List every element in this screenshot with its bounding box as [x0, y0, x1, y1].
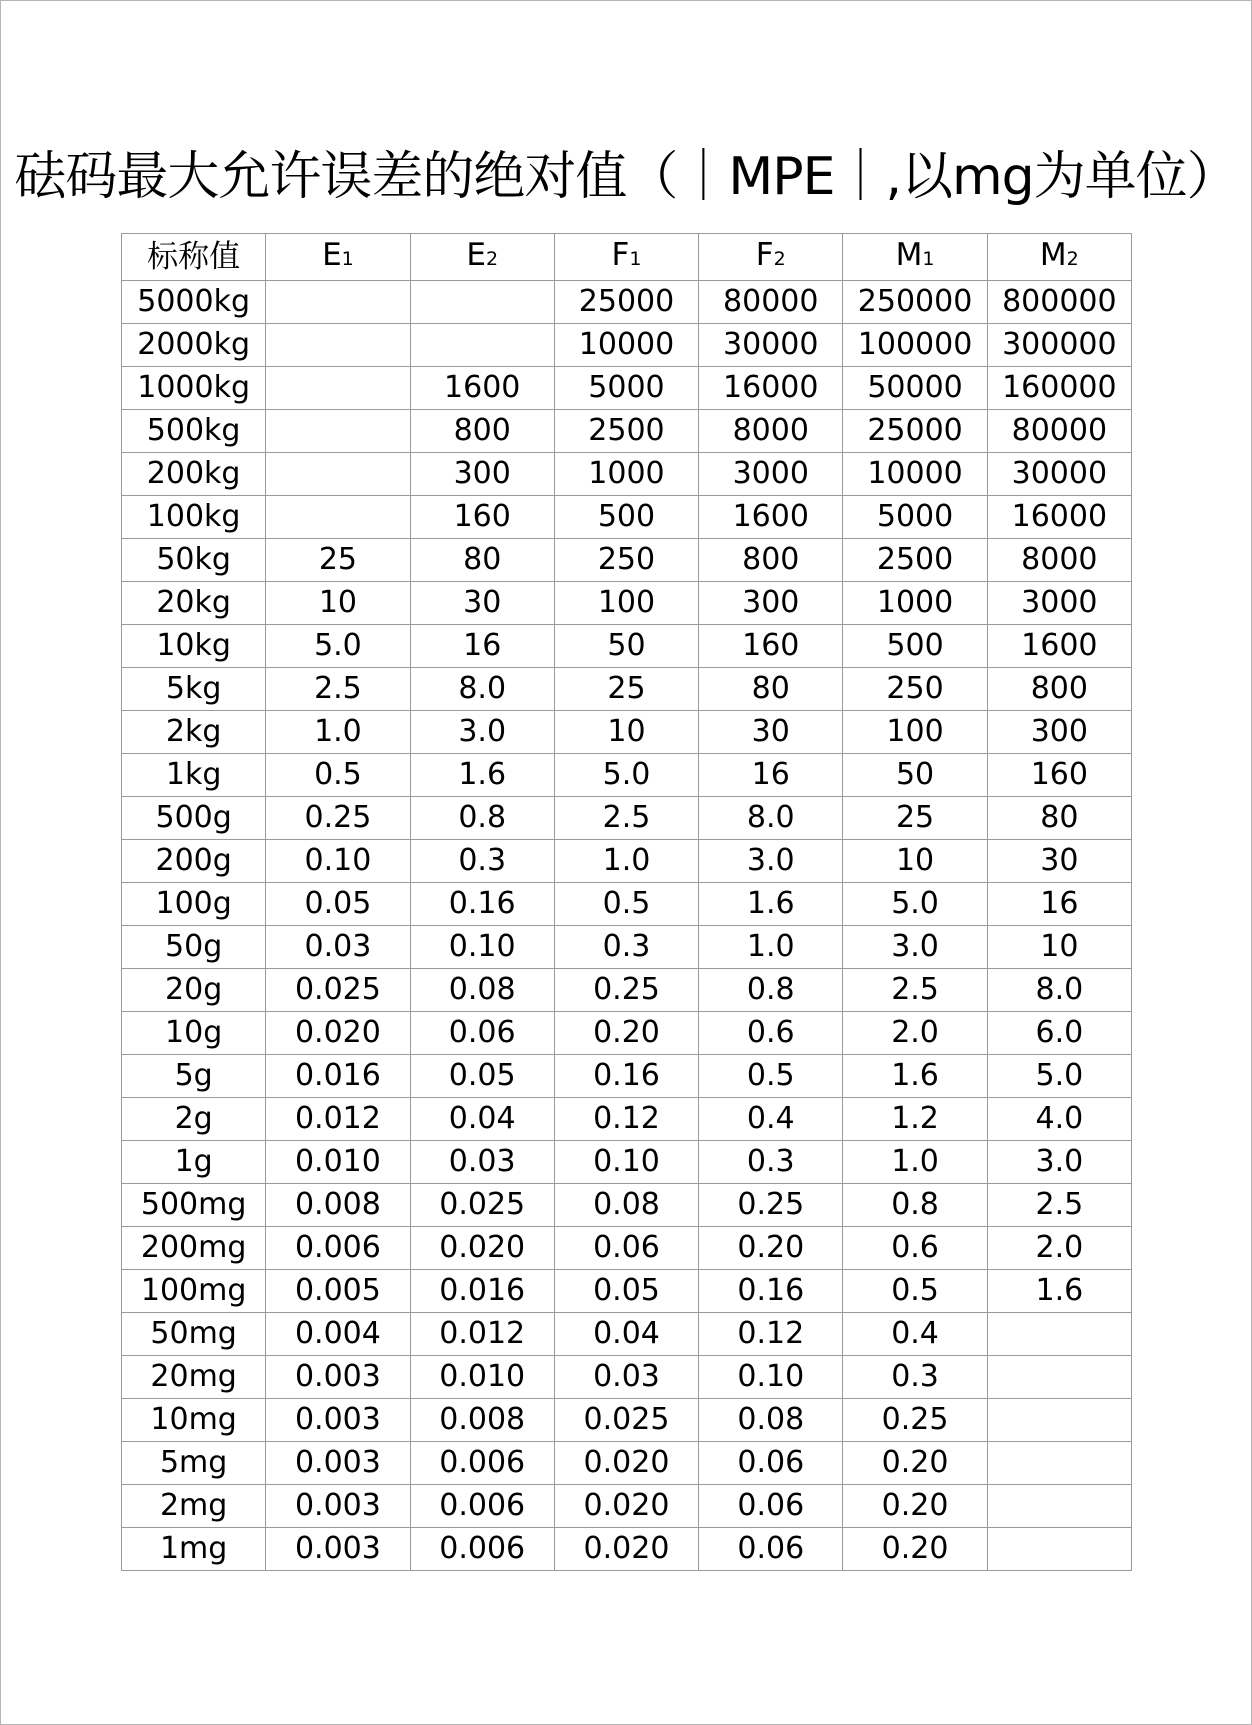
mpe-value-cell: 0.6 [843, 1227, 987, 1270]
mpe-value-cell: 25000 [843, 410, 987, 453]
mpe-value-cell: 0.08 [699, 1399, 843, 1442]
mpe-value-cell: 0.003 [266, 1356, 410, 1399]
table-row [122, 1184, 1132, 1227]
mpe-value-cell: 80 [987, 797, 1131, 840]
mpe-value-cell: 800 [410, 410, 554, 453]
mpe-value-cell: 0.08 [554, 1184, 698, 1227]
mpe-value-cell: 160 [987, 754, 1131, 797]
class-subscript: 1 [341, 248, 354, 270]
mpe-value-cell: 16 [699, 754, 843, 797]
nominal-value-cell: 100g [122, 883, 266, 926]
mpe-value-cell [987, 1442, 1131, 1485]
nominal-value-cell: 2g [122, 1098, 266, 1141]
mpe-value-cell: 1000 [843, 582, 987, 625]
mpe-value-cell: 3.0 [987, 1141, 1131, 1184]
table-row [122, 1012, 1132, 1055]
mpe-value-cell [266, 324, 410, 367]
mpe-value-cell: 2.5 [554, 797, 698, 840]
mpe-value-cell: 2.0 [843, 1012, 987, 1055]
mpe-value-cell: 10 [843, 840, 987, 883]
table-row [122, 582, 1132, 625]
mpe-value-cell: 2.5 [987, 1184, 1131, 1227]
mpe-value-cell: 1.0 [843, 1141, 987, 1184]
table-row [122, 281, 1132, 324]
mpe-value-cell: 30 [699, 711, 843, 754]
mpe-value-cell: 0.10 [699, 1356, 843, 1399]
mpe-value-cell: 300 [699, 582, 843, 625]
mpe-value-cell: 500 [843, 625, 987, 668]
nominal-value-cell: 10kg [122, 625, 266, 668]
mpe-value-cell: 16 [410, 625, 554, 668]
mpe-value-cell: 0.03 [410, 1141, 554, 1184]
mpe-value-cell: 0.05 [266, 883, 410, 926]
mpe-value-cell: 0.4 [699, 1098, 843, 1141]
mpe-value-cell: 1.6 [987, 1270, 1131, 1313]
mpe-value-cell [266, 453, 410, 496]
mpe-value-cell [987, 1313, 1131, 1356]
mpe-value-cell: 0.010 [266, 1141, 410, 1184]
mpe-value-cell: 0.04 [554, 1313, 698, 1356]
mpe-value-cell: 160 [699, 625, 843, 668]
mpe-value-cell: 0.06 [699, 1442, 843, 1485]
mpe-value-cell: 0.3 [554, 926, 698, 969]
mpe-value-cell: 50 [843, 754, 987, 797]
mpe-value-cell: 5.0 [843, 883, 987, 926]
class-letter: E [322, 237, 342, 273]
class-subscript: 1 [922, 248, 935, 270]
mpe-value-cell: 8.0 [699, 797, 843, 840]
mpe-value-cell: 500 [554, 496, 698, 539]
nominal-value-cell: 20mg [122, 1356, 266, 1399]
mpe-value-cell: 30 [410, 582, 554, 625]
nominal-value-cell: 500g [122, 797, 266, 840]
nominal-value-cell: 500mg [122, 1184, 266, 1227]
mpe-value-cell: 0.003 [266, 1442, 410, 1485]
class-header [987, 234, 1131, 281]
mpe-value-cell: 0.25 [266, 797, 410, 840]
mpe-value-cell: 3000 [987, 582, 1131, 625]
nominal-value-cell: 100kg [122, 496, 266, 539]
mpe-value-cell: 0.006 [410, 1442, 554, 1485]
mpe-value-cell: 0.6 [699, 1012, 843, 1055]
mpe-value-cell: 0.006 [410, 1485, 554, 1528]
mpe-value-cell: 6.0 [987, 1012, 1131, 1055]
mpe-value-cell: 30000 [699, 324, 843, 367]
mpe-value-cell: 0.25 [843, 1399, 987, 1442]
mpe-value-cell: 0.012 [410, 1313, 554, 1356]
mpe-value-cell: 8.0 [987, 969, 1131, 1012]
mpe-value-cell [266, 367, 410, 410]
mpe-value-cell: 0.025 [554, 1399, 698, 1442]
table-row [122, 969, 1132, 1012]
table-row [122, 1528, 1132, 1571]
mpe-value-cell: 0.003 [266, 1528, 410, 1571]
mpe-value-cell: 10 [987, 926, 1131, 969]
class-subscript: 2 [485, 248, 499, 270]
mpe-value-cell: 0.005 [266, 1270, 410, 1313]
mpe-value-cell: 3.0 [699, 840, 843, 883]
mpe-value-cell: 1000 [554, 453, 698, 496]
mpe-value-cell: 2.0 [987, 1227, 1131, 1270]
mpe-value-cell: 0.10 [554, 1141, 698, 1184]
nominal-value-cell: 50kg [122, 539, 266, 582]
table-row [122, 539, 1132, 582]
mpe-value-cell: 0.06 [699, 1485, 843, 1528]
mpe-value-cell: 0.008 [266, 1184, 410, 1227]
mpe-value-cell: 1600 [987, 625, 1131, 668]
nominal-value-cell: 5mg [122, 1442, 266, 1485]
mpe-value-cell: 0.05 [554, 1270, 698, 1313]
table-row [122, 367, 1132, 410]
nominal-value-cell: 20kg [122, 582, 266, 625]
mpe-value-cell: 0.5 [699, 1055, 843, 1098]
mpe-value-cell: 0.006 [410, 1528, 554, 1571]
mpe-value-cell [987, 1485, 1131, 1528]
mpe-value-cell [987, 1528, 1131, 1571]
nominal-value-cell: 10mg [122, 1399, 266, 1442]
mpe-value-cell: 0.25 [699, 1184, 843, 1227]
mpe-value-cell [987, 1399, 1131, 1442]
nominal-value-cell: 100mg [122, 1270, 266, 1313]
nominal-value-cell: 20g [122, 969, 266, 1012]
mpe-value-cell: 0.8 [410, 797, 554, 840]
class-letter: M [1039, 237, 1067, 273]
nominal-value-cell: 50g [122, 926, 266, 969]
mpe-value-cell: 0.04 [410, 1098, 554, 1141]
mpe-value-cell: 25 [843, 797, 987, 840]
mpe-value-cell: 2.5 [843, 969, 987, 1012]
table-row [122, 926, 1132, 969]
mpe-value-cell: 3.0 [843, 926, 987, 969]
nominal-value-cell: 5000kg [122, 281, 266, 324]
mpe-value-cell: 0.16 [699, 1270, 843, 1313]
table-row [122, 453, 1132, 496]
table-row [122, 1485, 1132, 1528]
nominal-value-cell: 2mg [122, 1485, 266, 1528]
table-row [122, 754, 1132, 797]
table-row [122, 1270, 1132, 1313]
mpe-value-cell: 0.025 [266, 969, 410, 1012]
mpe-value-cell: 1.2 [843, 1098, 987, 1141]
mpe-value-cell: 1600 [699, 496, 843, 539]
mpe-value-cell: 0.5 [266, 754, 410, 797]
mpe-value-cell: 10 [554, 711, 698, 754]
mpe-value-cell: 0.5 [843, 1270, 987, 1313]
nominal-value-cell: 50mg [122, 1313, 266, 1356]
table-row [122, 1356, 1132, 1399]
nominal-value-cell: 200g [122, 840, 266, 883]
mpe-value-cell: 1.0 [266, 711, 410, 754]
mpe-value-cell: 0.20 [843, 1485, 987, 1528]
mpe-value-cell: 100000 [843, 324, 987, 367]
mpe-value-cell: 0.020 [554, 1528, 698, 1571]
mpe-value-cell: 0.3 [843, 1356, 987, 1399]
mpe-value-cell: 0.20 [699, 1227, 843, 1270]
nominal-value-cell: 1mg [122, 1528, 266, 1571]
mpe-value-cell: 5.0 [554, 754, 698, 797]
class-header [699, 234, 843, 281]
mpe-value-cell: 0.004 [266, 1313, 410, 1356]
mpe-value-cell: 25000 [554, 281, 698, 324]
mpe-value-cell: 1.0 [699, 926, 843, 969]
mpe-value-cell: 5000 [554, 367, 698, 410]
mpe-value-cell: 300000 [987, 324, 1131, 367]
mpe-value-cell: 250 [554, 539, 698, 582]
mpe-value-cell [410, 324, 554, 367]
table-row [122, 410, 1132, 453]
mpe-value-cell: 0.05 [410, 1055, 554, 1098]
mpe-value-cell: 300 [410, 453, 554, 496]
mpe-value-cell: 0.12 [699, 1313, 843, 1356]
mpe-value-cell: 0.016 [410, 1270, 554, 1313]
mpe-value-cell: 0.003 [266, 1399, 410, 1442]
table-row [122, 1227, 1132, 1270]
mpe-value-cell: 100 [843, 711, 987, 754]
mpe-value-cell: 160000 [987, 367, 1131, 410]
mpe-value-cell: 0.20 [843, 1528, 987, 1571]
mpe-value-cell: 0.020 [410, 1227, 554, 1270]
mpe-value-cell: 0.25 [554, 969, 698, 1012]
class-header [843, 234, 987, 281]
nominal-value-cell: 2kg [122, 711, 266, 754]
mpe-value-cell: 0.008 [410, 1399, 554, 1442]
mpe-value-cell: 0.03 [266, 926, 410, 969]
mpe-value-cell: 0.006 [266, 1227, 410, 1270]
mpe-value-cell: 10 [266, 582, 410, 625]
mpe-value-cell: 50 [554, 625, 698, 668]
mpe-value-cell: 80000 [699, 281, 843, 324]
mpe-value-cell: 5.0 [987, 1055, 1131, 1098]
mpe-value-cell: 10000 [554, 324, 698, 367]
mpe-value-cell: 0.020 [554, 1485, 698, 1528]
nominal-value-cell: 1g [122, 1141, 266, 1184]
mpe-value-cell: 0.06 [554, 1227, 698, 1270]
nominal-value-cell: 500kg [122, 410, 266, 453]
mpe-value-cell: 0.3 [410, 840, 554, 883]
mpe-value-cell: 0.03 [554, 1356, 698, 1399]
table-row [122, 668, 1132, 711]
mpe-value-cell: 0.010 [410, 1356, 554, 1399]
mpe-value-cell: 80000 [987, 410, 1131, 453]
table-row [122, 883, 1132, 926]
table-row [122, 496, 1132, 539]
mpe-value-cell: 5.0 [266, 625, 410, 668]
mpe-value-cell [266, 410, 410, 453]
mpe-value-cell: 0.12 [554, 1098, 698, 1141]
mpe-value-cell: 0.003 [266, 1485, 410, 1528]
nominal-value-cell: 1kg [122, 754, 266, 797]
mpe-value-cell: 8.0 [410, 668, 554, 711]
mpe-value-cell: 0.016 [266, 1055, 410, 1098]
mpe-value-cell: 0.06 [699, 1528, 843, 1571]
mpe-value-cell: 30 [987, 840, 1131, 883]
mpe-table [121, 233, 1132, 1571]
table-body [122, 281, 1132, 1571]
table-row [122, 1098, 1132, 1141]
mpe-value-cell: 1600 [410, 367, 554, 410]
mpe-value-cell: 0.16 [410, 883, 554, 926]
mpe-value-cell: 0.8 [843, 1184, 987, 1227]
mpe-value-cell: 0.10 [410, 926, 554, 969]
mpe-value-cell: 16 [987, 883, 1131, 926]
table-row [122, 1141, 1132, 1184]
mpe-value-cell: 1.6 [843, 1055, 987, 1098]
mpe-value-cell: 5000 [843, 496, 987, 539]
nominal-value-cell: 200mg [122, 1227, 266, 1270]
mpe-value-cell [987, 1356, 1131, 1399]
mpe-value-cell: 2.5 [266, 668, 410, 711]
mpe-value-cell: 80 [410, 539, 554, 582]
nominal-value-cell: 5kg [122, 668, 266, 711]
mpe-value-cell: 16000 [699, 367, 843, 410]
nominal-value-cell: 1000kg [122, 367, 266, 410]
mpe-value-cell: 4.0 [987, 1098, 1131, 1141]
class-letter: M [895, 237, 923, 273]
mpe-value-cell: 2500 [843, 539, 987, 582]
nominal-value-cell: 2000kg [122, 324, 266, 367]
mpe-value-cell: 80 [699, 668, 843, 711]
nominal-value-cell: 5g [122, 1055, 266, 1098]
mpe-value-cell: 800000 [987, 281, 1131, 324]
mpe-value-cell: 1.6 [699, 883, 843, 926]
mpe-value-cell: 16000 [987, 496, 1131, 539]
page-title: 砝码最大允许误差的绝对值（｜MPE｜,以mg为单位） [14, 147, 1238, 207]
mpe-value-cell: 800 [987, 668, 1131, 711]
mpe-value-cell: 10000 [843, 453, 987, 496]
mpe-value-cell: 50000 [843, 367, 987, 410]
mpe-value-cell: 25 [266, 539, 410, 582]
mpe-value-cell: 1.6 [410, 754, 554, 797]
table-row [122, 1313, 1132, 1356]
mpe-value-cell: 8000 [987, 539, 1131, 582]
mpe-value-cell: 1.0 [554, 840, 698, 883]
mpe-value-cell: 0.08 [410, 969, 554, 1012]
mpe-value-cell: 0.10 [266, 840, 410, 883]
mpe-value-cell: 3.0 [410, 711, 554, 754]
mpe-value-cell: 250000 [843, 281, 987, 324]
mpe-value-cell: 30000 [987, 453, 1131, 496]
mpe-value-cell: 0.025 [410, 1184, 554, 1227]
table-header-row [122, 234, 1132, 281]
mpe-value-cell: 0.5 [554, 883, 698, 926]
table-row [122, 1055, 1132, 1098]
mpe-value-cell: 0.20 [554, 1012, 698, 1055]
mpe-value-cell: 0.06 [410, 1012, 554, 1055]
mpe-value-cell: 100 [554, 582, 698, 625]
class-header [410, 234, 554, 281]
mpe-value-cell: 250 [843, 668, 987, 711]
table-row [122, 1399, 1132, 1442]
nominal-value-cell: 10g [122, 1012, 266, 1055]
mpe-value-cell: 0.16 [554, 1055, 698, 1098]
mpe-value-cell: 25 [554, 668, 698, 711]
class-subscript: 2 [1066, 248, 1079, 270]
nominal-value-cell: 200kg [122, 453, 266, 496]
mpe-value-cell: 300 [987, 711, 1131, 754]
mpe-value-cell [410, 281, 554, 324]
mpe-value-cell: 2500 [554, 410, 698, 453]
table-row [122, 1442, 1132, 1485]
mpe-value-cell [266, 496, 410, 539]
class-letter: F [611, 237, 630, 273]
mpe-value-cell: 0.012 [266, 1098, 410, 1141]
class-letter: E [466, 237, 486, 273]
table-row [122, 840, 1132, 883]
mpe-value-cell: 0.4 [843, 1313, 987, 1356]
mpe-value-cell: 0.8 [699, 969, 843, 1012]
mpe-value-cell: 0.3 [699, 1141, 843, 1184]
table-row [122, 711, 1132, 754]
nominal-value-header: 标称值 [122, 234, 266, 281]
mpe-value-cell [266, 281, 410, 324]
mpe-value-cell: 8000 [699, 410, 843, 453]
class-header [266, 234, 410, 281]
table-row [122, 625, 1132, 668]
mpe-value-cell: 800 [699, 539, 843, 582]
class-subscript: 2 [773, 248, 786, 270]
mpe-value-cell: 0.20 [843, 1442, 987, 1485]
mpe-value-cell: 160 [410, 496, 554, 539]
mpe-value-cell: 0.020 [554, 1442, 698, 1485]
mpe-value-cell: 3000 [699, 453, 843, 496]
table-row [122, 324, 1132, 367]
class-header [554, 234, 698, 281]
mpe-value-cell: 0.020 [266, 1012, 410, 1055]
table-row [122, 797, 1132, 840]
class-letter: F [755, 237, 774, 273]
class-subscript: 1 [629, 248, 642, 270]
